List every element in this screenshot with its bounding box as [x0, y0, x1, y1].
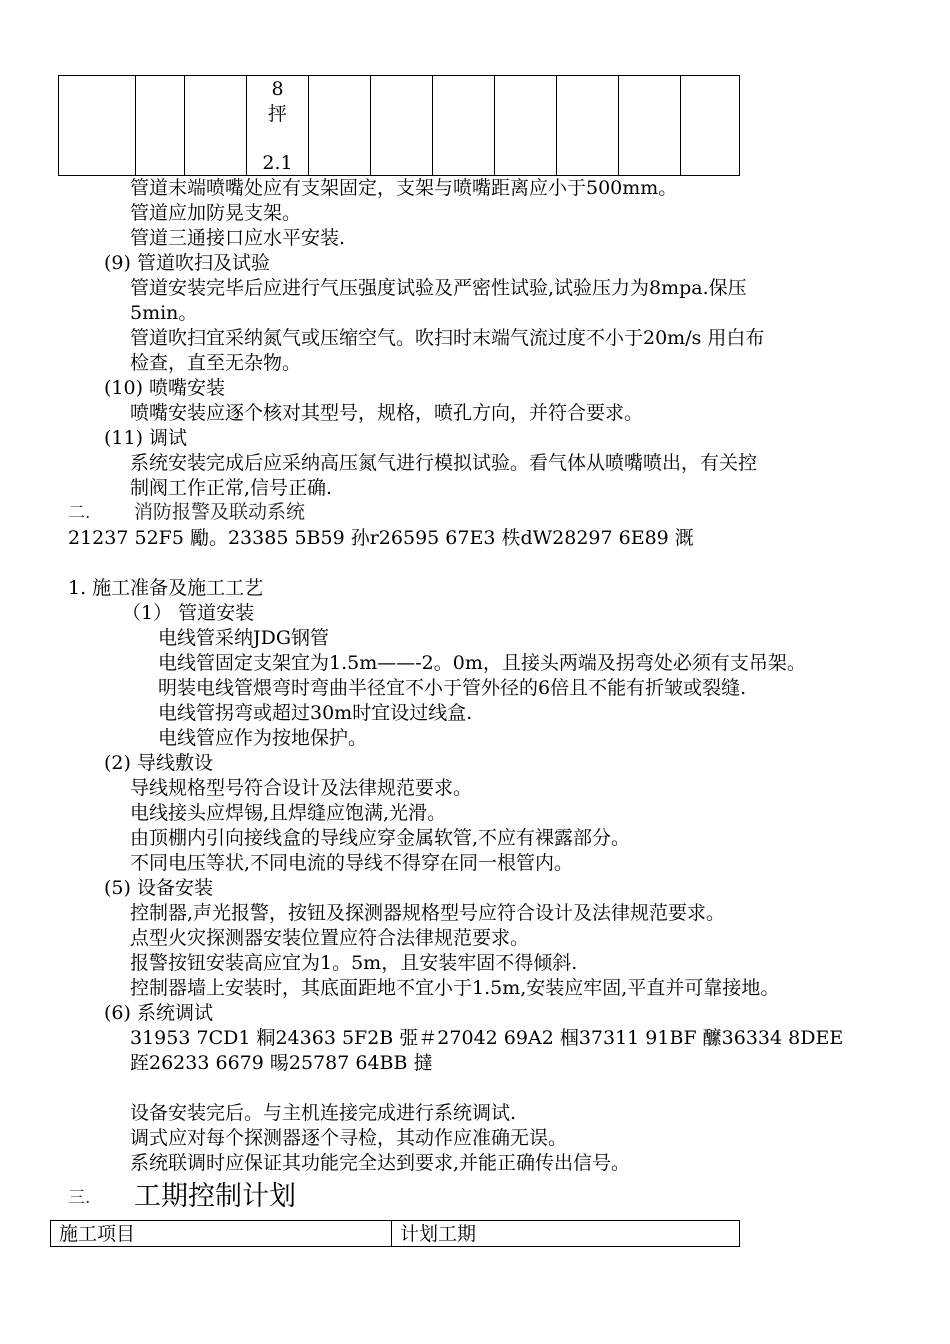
table-cell [619, 76, 681, 176]
subheading: (6) 系统调试 [104, 1002, 213, 1024]
text-line: 电线接头应焊锡,且焊缝应饱满,光滑。 [130, 802, 447, 824]
text-line: 管道三通接口应水平安装. [130, 227, 346, 249]
text-line: 电线管应作为按地保护。 [158, 727, 368, 749]
text-line: 管道末端喷嘴处应有支架固定，支架与喷嘴距离应小于500mm。 [130, 177, 678, 199]
text-line: 系统安装完成后应采纳高压氮气进行模拟试验。看气体从喷嘴喷出，有关控 [130, 452, 758, 474]
table-cell [247, 76, 309, 176]
cell-text: 抨 [267, 103, 287, 125]
cell-text: 2.1 [262, 152, 293, 174]
section-number: 三. [68, 1188, 91, 1208]
table-cell [309, 76, 371, 176]
text-line: 电线管采纳JDG钢管 [158, 627, 330, 649]
table-cell [557, 76, 619, 176]
text-line: 设备安装完后。与主机连接完成进行系统调试. [130, 1102, 517, 1124]
subheading: (10) 喷嘴安装 [104, 377, 226, 399]
table-cell [681, 76, 740, 176]
text-line: 电线管固定支架宜为1.5m——-2。0m，且接头两端及拐弯处必须有支吊架。 [158, 652, 806, 674]
text-line: 控制器,声光报警，按钮及探测器规格型号应符合设计及法律规范要求。 [130, 902, 726, 924]
table-cell [495, 76, 557, 176]
text-line: 电线管拐弯或超过30m时宜设过线盒. [158, 702, 473, 724]
table-cell [371, 76, 433, 176]
section-number: 二. [68, 503, 91, 523]
text-line: 制阀工作正常,信号正确. [130, 477, 333, 499]
heading: 1. 施工准备及施工工艺 [68, 577, 264, 599]
subheading: (5) 设备安装 [104, 877, 213, 899]
table-cell [433, 76, 495, 176]
text-line: 管道安装完毕后应进行气压强度试验及严密性试验,试验压力为8mpa.保压 [130, 277, 747, 299]
text-line: 导线规格型号符合设计及法律规范要求。 [130, 777, 473, 799]
top-table-fragment [58, 75, 740, 176]
garbled-text-line: 跮26233 6679 晹25787 64BB 撻 [130, 1052, 433, 1074]
section-title: 工期控制计划 [134, 1181, 296, 1212]
table-header-cell: 施工项目 [51, 1221, 392, 1247]
text-line: 点型火灾探测器安装位置应符合法律规范要求。 [130, 927, 530, 949]
cell-text: 8 [271, 78, 284, 100]
text-line: 由顶棚内引向接线盒的导线应穿金属软管,不应有裸露部分。 [130, 827, 631, 849]
text-line: 报警按钮安装高应宜为1。5m，且安装牢固不得倾斜. [130, 952, 578, 974]
subheading: (9) 管道吹扫及试验 [104, 252, 270, 274]
section-title: 消防报警及联动系统 [134, 501, 306, 523]
table-cell [185, 76, 247, 176]
text-line: 调式应对每个探测器逐个寻检，其动作应准确无误。 [130, 1127, 568, 1149]
text-line: 检查，直至无杂物。 [130, 352, 302, 374]
text-line: 喷嘴安装应逐个核对其型号，规格，喷孔方向，并符合要求。 [130, 402, 644, 424]
schedule-table [50, 1220, 740, 1247]
subheading: （1） 管道安装 [122, 602, 255, 624]
text-line: 5min。 [130, 302, 198, 324]
text-line: 管道吹扫宜采纳氮气或压缩空气。吹扫时末端气流过度不小于20m/s 用白布 [130, 327, 765, 349]
text-line: 管道应加防晃支架。 [130, 202, 302, 224]
text-line: 控制器墙上安装时，其底面距地不宜小于1.5m,安装应牢固,平直并可靠接地。 [130, 977, 780, 999]
table-cell [59, 76, 136, 176]
garbled-text-line: 21237 52F5 勵。23385 5B59 孙r26595 67E3 柣dW28297 6E89 溉 [68, 527, 694, 549]
garbled-text-line: 31953 7CD1 粡24363 5F2B 弫＃27042 69A2 椢37311 91BF 醿36334 8DEE [130, 1027, 844, 1049]
table-cell [136, 76, 185, 176]
text-line: 不同电压等状,不同电流的导线不得穿在同一根管内。 [130, 852, 574, 874]
text-line: 系统联调时应保证其功能完全达到要求,并能正确传出信号。 [130, 1152, 631, 1174]
text-line: 明装电线管煨弯时弯曲半径宜不小于管外径的6倍且不能有折皱或裂缝. [158, 677, 747, 699]
subheading: (11) 调试 [104, 427, 188, 449]
subheading: (2) 导线敷设 [104, 752, 213, 774]
table-header-cell: 计划工期 [392, 1221, 740, 1247]
